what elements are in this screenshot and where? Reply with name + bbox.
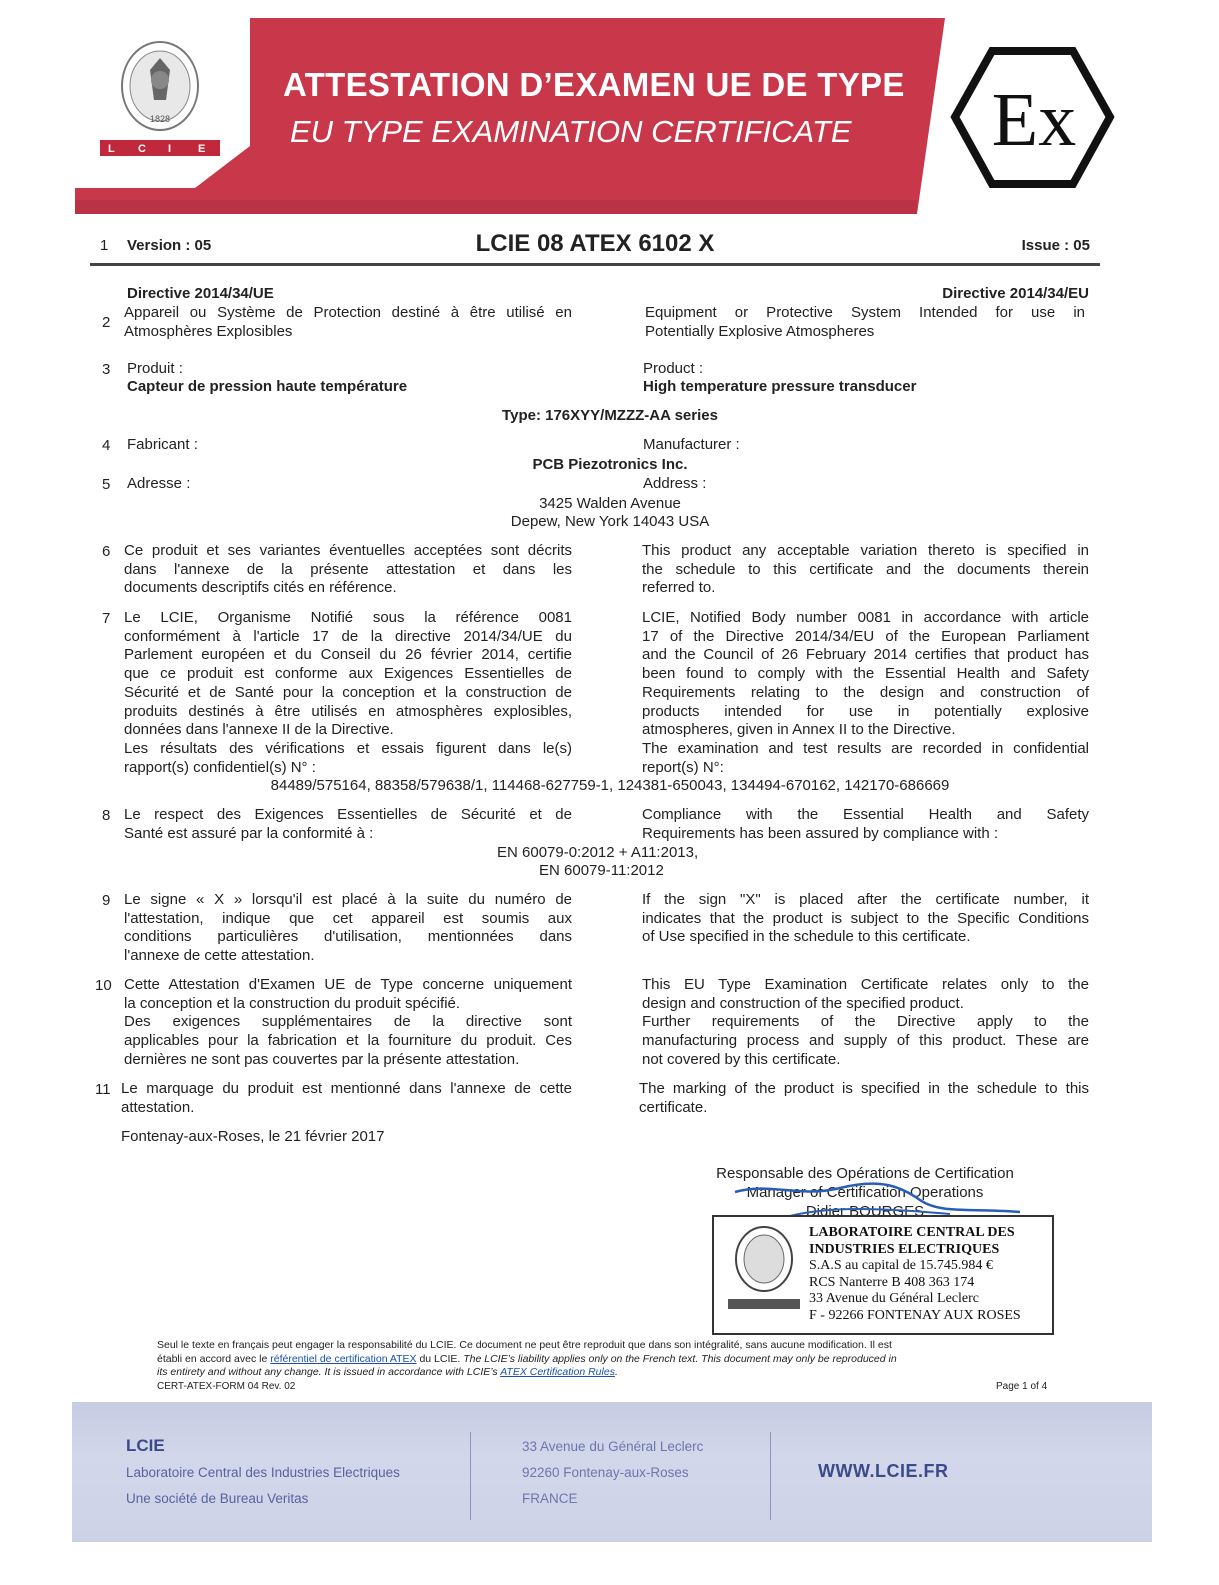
footer-website-link[interactable]: WWW.LCIE.FR <box>818 1461 949 1481</box>
title-english: EU TYPE EXAMINATION CERTIFICATE <box>290 114 852 149</box>
certificate-reference: LCIE 08 ATEX 6102 X <box>475 230 715 257</box>
section-11-en: The marking of the product is specified in the schedule to this certificate. <box>639 1080 1089 1116</box>
company-stamp <box>712 1215 1054 1335</box>
section-11-fr: Le marquage du produit est mentionné dans l'annexe de cette attestation. <box>121 1080 572 1116</box>
page-number: Page 1 of 4 <box>996 1381 1048 1392</box>
title-french: ATTESTATION D’EXAMEN UE DE TYPE <box>283 66 905 103</box>
section-6-en: This product any acceptable variation thereto is specified in the schedule to this certificate and the documents therein referred to. <box>642 542 1089 597</box>
issue: Issue : 05 <box>1021 237 1090 254</box>
footer-org-full: Laboratoire Central des Industries Electriques <box>126 1465 400 1480</box>
report-numbers: 84489/575164, 88358/579638/1, 114468-627759-1, 124381-650043, 134494-670162, 142170-686669 <box>270 777 950 794</box>
section-9-en: If the sign "X" is placed after the certificate number, it indicates that the product is subject to the Specific Conditions of Use specified in the schedule to this certificate. <box>642 891 1089 946</box>
place-and-date: Fontenay-aux-Roses, le 21 février 2017 <box>121 1128 385 1145</box>
section-10-fr: Cette Attestation d'Examen UE de Type concerne uniquement la conception et la construction du produit spécifié. Des exigences supplémentaires de la directive sont applicables pour la fabrication et la fourniture du produit. Ces dernières ne sont pas couvertes par la présente attestation. <box>124 976 572 1068</box>
stamp-text: LABORATOIRE CENTRAL DES INDUSTRIES ELECTRIQUES S.A.S au capital de 15.745.984 € RCS Nanterre B 408 363 174 33 Avenue du Général Leclerc F - 92266 FONTENAY AUX ROSES <box>809 1225 1021 1323</box>
footer-org: LCIE <box>126 1436 165 1455</box>
manufacturer-name: PCB Piezotronics Inc. <box>532 456 688 473</box>
atex-rules-link[interactable]: ATEX Certification Rules <box>500 1366 615 1378</box>
directive-fr: Directive 2014/34/UE <box>127 285 274 302</box>
section-7-en: LCIE, Notified Body number 0081 in accordance with article 17 of the Directive 2014/34/EU of the European Parliament and the Council of 26 February 2014 certifies that product has been found to comply with the Essential Health and Safety Requirements relating to the design and construction of products intended for use in potentially explosive atmospheres, given in Annex II to the Directive. The examination and test results are recorded in confidential report(s) N°: <box>642 609 1089 776</box>
stamp-bureau-veritas-seal-icon <box>728 1223 800 1313</box>
bureau-veritas-logo <box>100 40 220 160</box>
product-en: High temperature pressure transducer <box>643 378 917 395</box>
directive-en: Directive 2014/34/EU <box>942 285 1089 302</box>
version: Version : 05 <box>127 237 212 254</box>
legal-footnote: Seul le texte en français peut engager la responsabilité du LCIE. Ce document ne peut être reproduit que dans son intégralité, sans aucune modification. Il est établi en accord avec le référentiel de certification ATEX du LCIE. The LCIE’s liability applies only on the French text. This document may only be reproduced in its entirety and without any change. It is issued in accordance with LCIE’s ATEX Certification Rules. <box>157 1339 897 1378</box>
ex-mark-text: Ex <box>991 78 1077 162</box>
footer-address-2: 92260 Fontenay-aux-Roses <box>522 1465 689 1480</box>
section-8-fr: Le respect des Exigences Essentielles de Sécurité et de Santé est assuré par la conformité à : <box>124 806 572 842</box>
atex-certification-link[interactable]: référentiel de certification ATEX <box>270 1352 417 1365</box>
standard-1: EN 60079-0:2012 + A11:2013, <box>497 844 699 861</box>
equipment-fr-line: Appareil ou Système de Protection destiné à être utilisé en Atmosphères Explosibles <box>124 304 572 340</box>
logo-year: 1828 <box>149 114 171 124</box>
standard-2: EN 60079-11:2012 <box>539 862 664 879</box>
manufacturer-en-label: Manufacturer : <box>643 436 740 453</box>
footer-address-3: FRANCE <box>522 1491 578 1506</box>
ex-atex-mark-icon <box>950 45 1115 190</box>
address-city: Depew, New York 14043 USA <box>510 513 710 530</box>
section-7-fr: Le LCIE, Organisme Notifié sous la référence 0081 conformément à l'article 17 de la directive 2014/34/UE du Parlement européen et du Conseil du 26 février 2014, certifie que ce produit est conforme aux Exigences Essentielles de Sécurité et de Santé pour la conception et la construction de produits destinés à être utilisés en atmosphères explosibles, données dans l'annexe II de la Directive. Les résultats des vérifications et essais figurent dans le(s) rapport(s) confidentiel(s) N° : <box>124 609 572 776</box>
address-en-label: Address : <box>643 475 707 492</box>
certificate-header-line: 1 Version : 05 LCIE 08 ATEX 6102 X Issue : 05 <box>90 230 1100 266</box>
address-street: 3425 Walden Avenue <box>539 495 681 512</box>
manufacturer-fr-label: Fabricant : <box>127 436 198 453</box>
equipment-en-line: Equipment or Protective System Intended for use in Potentially Explosive Atmospheres <box>645 304 1085 340</box>
footer-address-1: 33 Avenue du Général Leclerc <box>522 1439 704 1454</box>
footer-org-sub: Une société de Bureau Veritas <box>126 1491 309 1506</box>
section-8-en: Compliance with the Essential Health and Safety Requirements has been assured by compliance with : <box>642 806 1089 842</box>
section-9-fr: Le signe « X » lorsqu'il est placé à la suite du numéro de l'attestation, indique que cet appareil est soumis aux conditions particulières d'utilisation, mentionnées dans l'annexe de cette attestation. <box>124 891 572 965</box>
footer-band <box>72 1402 1152 1542</box>
footer-divider <box>770 1432 771 1520</box>
form-reference: CERT-ATEX-FORM 04 Rev. 02 <box>157 1381 296 1392</box>
svg-text:I: I <box>168 143 172 155</box>
signatory-name: Didier BOURGES <box>805 1203 925 1220</box>
product-fr-label: Produit : <box>127 360 183 377</box>
svg-text:C: C <box>138 143 146 155</box>
product-type: Type: 176XYY/MZZZ-AA series <box>502 407 718 424</box>
svg-text:E: E <box>198 143 206 155</box>
section-6-fr: Ce produit et ses variantes éventuelles acceptées sont décrits dans l'annexe de la présente attestation et dans les documents descriptifs cités en référence. <box>124 542 572 597</box>
footer-divider <box>470 1432 471 1520</box>
signatory-role-fr: Responsable des Opérations de Certification <box>716 1165 1014 1182</box>
svg-text:L: L <box>108 143 115 155</box>
product-en-label: Product : <box>643 360 704 377</box>
item-number: 2 <box>102 314 111 331</box>
address-fr-label: Adresse : <box>127 475 191 492</box>
signatory-role-en: Manager of Certification Operations <box>746 1184 984 1201</box>
section-10-en: This EU Type Examination Certificate relates only to the design and construction of the specified product. Further requirements of the Directive apply to the manufacturing process and supply of this product. These are not covered by this certificate. <box>642 976 1089 1068</box>
product-fr: Capteur de pression haute température <box>127 378 408 395</box>
